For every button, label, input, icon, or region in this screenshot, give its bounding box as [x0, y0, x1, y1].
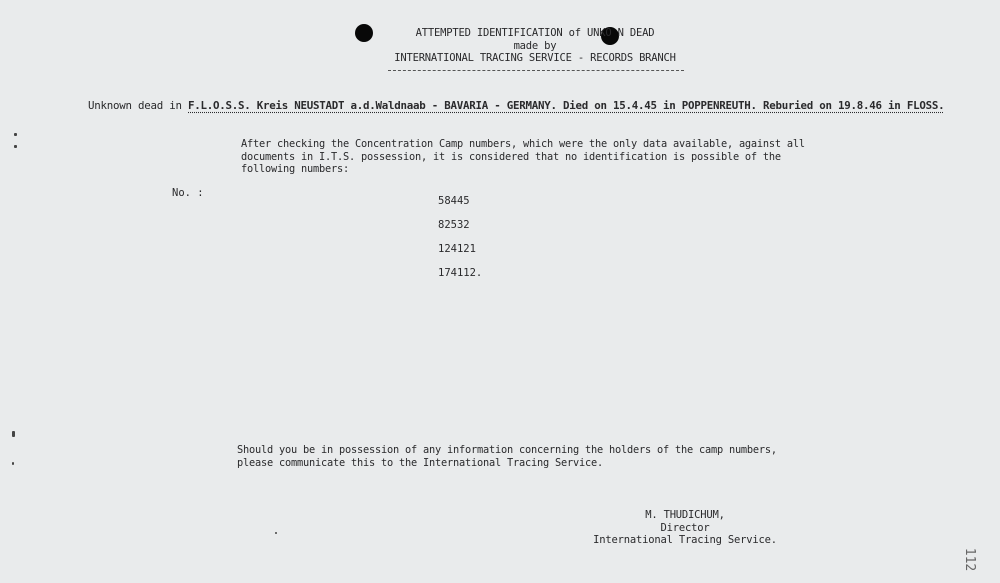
numbers-label: No. :	[172, 187, 204, 199]
signature-block	[585, 509, 785, 547]
margin-mark	[14, 133, 17, 136]
header-title: ATTEMPTED IDENTIFICATION of UNKO N DEAD	[415, 27, 655, 39]
document-header	[320, 27, 750, 65]
camp-number: 58445	[438, 195, 470, 207]
header-organization: INTERNATIONAL TRACING SERVICE - RECORDS BRANCH	[394, 52, 676, 64]
header-divider	[388, 70, 684, 71]
camp-number: 82532	[438, 219, 470, 231]
subject-detail: F.L.O.S.S. Kreis NEUSTADT a.d.Waldnaab - BAVARIA - GERMANY. Died on 15.4.45 in POPPENREUTH. Reburied on 19.8.46 in FLOSS.	[188, 99, 945, 112]
body-line: After checking the Concentration Camp numbers, which were the only data available, against all	[241, 138, 805, 150]
camp-number: 124121	[438, 243, 476, 255]
signatory-name: M. THUDICHUM,	[645, 509, 725, 521]
body-paragraph	[241, 138, 851, 176]
closing-line: Should you be in possession of any information concerning the holders of the camp numbers,	[237, 444, 777, 456]
signatory-title: Director	[660, 521, 710, 534]
closing-line: please communicate this to the International Tracing Service.	[237, 456, 603, 469]
camp-number: 174112.	[438, 267, 483, 279]
margin-mark	[12, 431, 15, 437]
signatory-organization: International Tracing Service.	[593, 534, 777, 546]
closing-paragraph	[237, 444, 777, 469]
header-made-by: made by	[513, 39, 557, 52]
subject-line	[88, 99, 944, 112]
page-number-stamp: 112	[962, 547, 978, 572]
margin-mark	[14, 145, 17, 148]
body-line: following numbers:	[241, 163, 349, 175]
margin-mark	[275, 532, 277, 534]
body-line: documents in I.T.S. possession, it is considered that no identification is possible of the	[241, 150, 781, 163]
margin-mark	[12, 462, 14, 465]
subject-prefix: Unknown dead in	[88, 99, 182, 112]
